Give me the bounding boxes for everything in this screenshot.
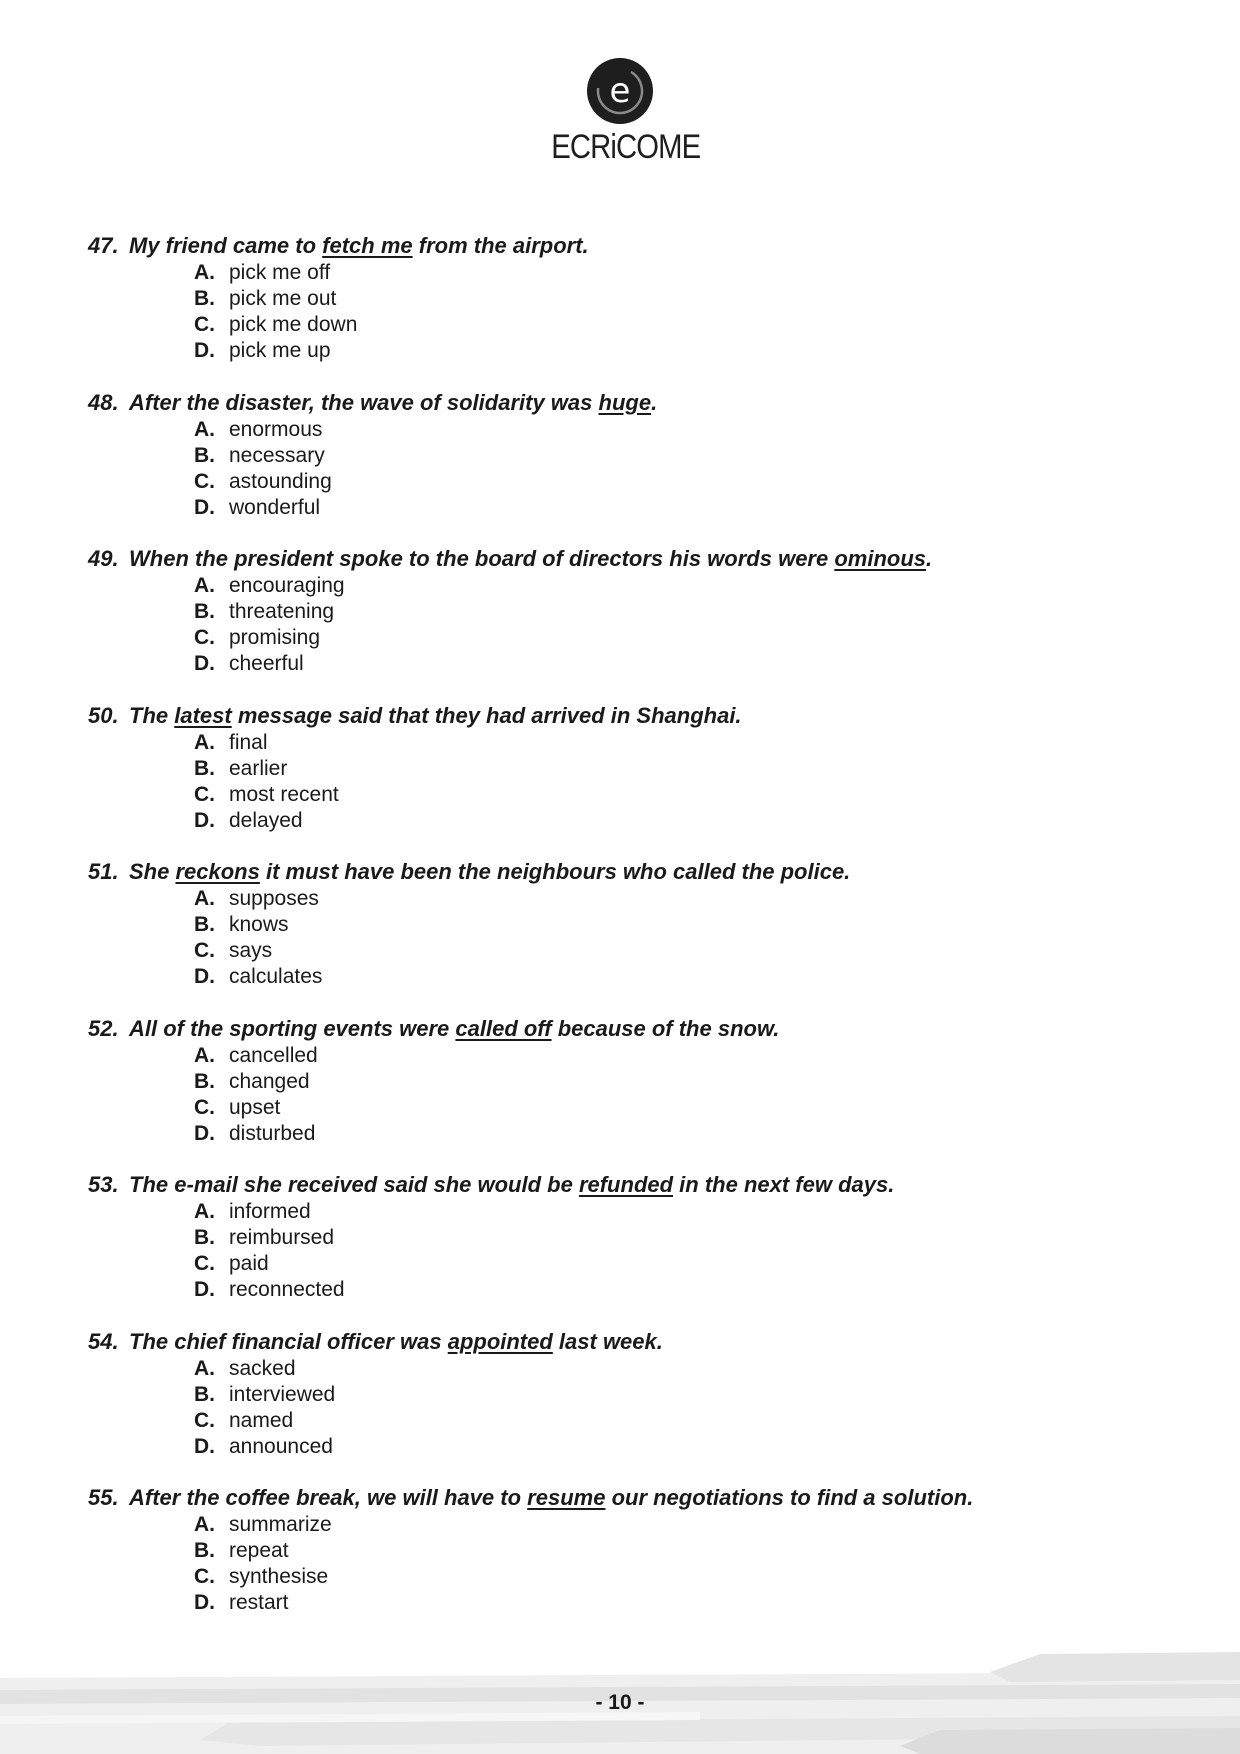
answer-options — [88, 1199, 1188, 1303]
question-text — [88, 1014, 1188, 1043]
answer-option — [194, 599, 1188, 625]
question-underlined-term: appointed — [447, 1328, 553, 1354]
option-text: wonderful — [229, 495, 321, 519]
question-underlined-term: latest — [174, 702, 232, 728]
answer-option — [194, 1199, 1188, 1225]
question-item — [88, 1170, 1188, 1327]
question-number: 48. — [88, 389, 119, 415]
question-text — [88, 1327, 1188, 1356]
option-text: earlier — [229, 756, 288, 780]
question-text-after: message said that they had arrived in Shanghai. — [231, 702, 742, 728]
answer-option — [194, 651, 1188, 677]
question-text-after: it must have been the neighbours who called the police. — [259, 859, 851, 884]
question-item — [88, 544, 1188, 701]
question-item — [88, 1327, 1188, 1484]
option-text: changed — [229, 1069, 310, 1093]
option-text: final — [229, 730, 268, 754]
question-text — [88, 1170, 1188, 1199]
answer-option — [194, 260, 1188, 286]
option-text: disturbed — [229, 1121, 316, 1145]
question-item — [88, 388, 1188, 545]
question-number: 50. — [88, 702, 119, 728]
answer-option — [194, 1225, 1188, 1251]
answer-option — [194, 469, 1188, 495]
option-text: cheerful — [229, 652, 304, 675]
option-letter: B. — [194, 756, 215, 780]
option-letter: C. — [194, 469, 215, 493]
option-letter: D. — [194, 808, 215, 832]
ecricome-logo — [540, 58, 700, 166]
option-letter: D. — [194, 1121, 215, 1145]
answer-option — [194, 938, 1188, 964]
question-underlined-term: huge — [598, 389, 652, 415]
option-letter: C. — [194, 1408, 215, 1432]
option-letter: D. — [194, 1591, 215, 1614]
answer-option — [194, 1408, 1188, 1434]
question-text-before: My friend came to — [129, 233, 323, 258]
option-text: restart — [229, 1591, 289, 1614]
question-item — [88, 857, 1188, 1014]
question-number: 47. — [88, 233, 119, 258]
question-text-before: When the president spoke to the board of directors his words were — [129, 546, 835, 571]
question-item — [88, 231, 1188, 388]
question-text — [88, 231, 1188, 260]
question-underlined-term: refunded — [578, 1172, 674, 1197]
question-text-before: All of the sporting events were — [129, 1015, 456, 1041]
answer-option — [194, 730, 1188, 756]
option-letter: B. — [194, 443, 215, 467]
option-letter: C. — [194, 626, 215, 649]
question-text-before: She — [129, 859, 176, 884]
answer-option — [194, 1251, 1188, 1277]
page-number: - 10 - — [595, 1691, 645, 1714]
option-text: repeat — [229, 1539, 289, 1562]
answer-option — [194, 1434, 1188, 1460]
answer-options — [88, 417, 1188, 521]
answer-option — [194, 782, 1188, 808]
option-letter: C. — [194, 1095, 215, 1119]
option-text: necessary — [229, 443, 325, 467]
option-text: knows — [229, 913, 289, 936]
question-underlined-term: fetch me — [322, 233, 413, 258]
answer-option — [194, 1069, 1188, 1095]
option-text: informed — [229, 1200, 311, 1223]
question-text — [88, 544, 1188, 573]
svg-text:e: e — [609, 71, 631, 111]
option-letter: A. — [194, 417, 215, 441]
answer-option — [194, 912, 1188, 938]
option-letter: B. — [194, 1226, 215, 1249]
option-text: delayed — [229, 808, 303, 832]
answer-option — [194, 625, 1188, 651]
option-letter: A. — [194, 887, 215, 910]
answer-option — [194, 808, 1188, 834]
option-text: threatening — [229, 600, 335, 623]
option-letter: A. — [194, 730, 215, 754]
option-text: encouraging — [229, 574, 345, 597]
option-letter: B. — [194, 1539, 215, 1562]
question-text — [88, 701, 1188, 730]
question-text-after: in the next few days. — [673, 1172, 895, 1197]
option-letter: B. — [194, 1382, 215, 1406]
answer-options — [88, 730, 1188, 834]
question-list — [88, 231, 1188, 1640]
question-text-after: last week. — [552, 1328, 663, 1354]
option-letter: D. — [194, 495, 215, 519]
question-number: 49. — [88, 546, 119, 571]
answer-option — [194, 443, 1188, 469]
answer-option — [194, 1095, 1188, 1121]
option-text: upset — [229, 1095, 281, 1119]
option-letter: C. — [194, 313, 215, 336]
option-letter: D. — [194, 652, 215, 675]
logo-wordmark: ECRiCOME — [551, 128, 701, 166]
question-text-after: our negotiations to find a solution. — [605, 1485, 974, 1510]
answer-options — [88, 1043, 1188, 1147]
option-letter: B. — [194, 913, 215, 936]
option-letter: D. — [194, 1434, 215, 1458]
option-letter: D. — [194, 339, 215, 362]
option-text: cancelled — [229, 1043, 318, 1067]
option-text: reimbursed — [229, 1226, 335, 1249]
option-letter: D. — [194, 965, 215, 988]
answer-option — [194, 1590, 1188, 1616]
option-text: pick me off — [229, 261, 331, 284]
question-underlined-term: resume — [527, 1485, 606, 1510]
question-text-before: After the coffee break, we will have to — [129, 1485, 528, 1510]
answer-options — [88, 573, 1188, 677]
answer-option — [194, 1121, 1188, 1147]
answer-options — [88, 260, 1188, 364]
option-text: calculates — [229, 965, 323, 988]
option-letter: D. — [194, 1278, 215, 1301]
question-text-after: from the airport. — [412, 233, 589, 258]
question-text-before: After the disaster, the wave of solidarity was — [129, 389, 599, 415]
option-text: summarize — [229, 1513, 332, 1536]
question-item — [88, 1014, 1188, 1171]
question-underlined-term: reckons — [175, 859, 260, 884]
question-text-before: The — [129, 702, 175, 728]
option-letter: B. — [194, 1069, 215, 1093]
option-text: paid — [229, 1252, 269, 1275]
answer-option — [194, 1564, 1188, 1590]
option-letter: A. — [194, 1356, 215, 1380]
answer-option — [194, 417, 1188, 443]
question-text — [88, 857, 1188, 886]
option-letter: C. — [194, 782, 215, 806]
answer-option — [194, 312, 1188, 338]
answer-option — [194, 1512, 1188, 1538]
option-text: supposes — [229, 887, 319, 910]
answer-options — [88, 886, 1188, 990]
answer-option — [194, 286, 1188, 312]
question-underlined-term: called off — [455, 1015, 552, 1041]
question-number: 51. — [88, 859, 119, 884]
question-text — [88, 1483, 1188, 1512]
option-letter: A. — [194, 261, 215, 284]
question-number: 53. — [88, 1172, 119, 1197]
option-text: promising — [229, 626, 321, 649]
question-text-after: . — [926, 546, 933, 571]
answer-option — [194, 756, 1188, 782]
answer-options — [88, 1356, 1188, 1460]
option-text: synthesise — [229, 1565, 329, 1588]
question-number: 55. — [88, 1485, 119, 1510]
answer-options — [88, 1512, 1188, 1616]
option-text: pick me up — [229, 339, 331, 362]
option-text: reconnected — [229, 1278, 345, 1301]
option-text: pick me down — [229, 313, 358, 336]
option-text: pick me out — [229, 287, 337, 310]
answer-option — [194, 1356, 1188, 1382]
option-letter: C. — [194, 939, 215, 962]
option-text: sacked — [229, 1356, 296, 1380]
option-letter: B. — [194, 600, 215, 623]
answer-option — [194, 886, 1188, 912]
option-letter: A. — [194, 1043, 215, 1067]
question-underlined-term: ominous — [834, 546, 927, 571]
question-text-before: The chief financial officer was — [129, 1328, 448, 1354]
answer-option — [194, 1277, 1188, 1303]
option-letter: A. — [194, 1513, 215, 1536]
ecricome-logo-mark — [587, 58, 653, 124]
question-text — [88, 388, 1188, 417]
option-text: interviewed — [229, 1382, 336, 1406]
answer-option — [194, 495, 1188, 521]
answer-option — [194, 338, 1188, 364]
question-number: 54. — [88, 1328, 119, 1354]
option-text: says — [229, 939, 273, 962]
answer-option — [194, 964, 1188, 990]
option-text: announced — [229, 1434, 333, 1458]
answer-option — [194, 1538, 1188, 1564]
question-text-before: The e-mail she received said she would be — [129, 1172, 579, 1197]
option-letter: A. — [194, 1200, 215, 1223]
option-letter: C. — [194, 1565, 215, 1588]
question-number: 52. — [88, 1015, 119, 1041]
answer-option — [194, 1043, 1188, 1069]
option-text: named — [229, 1408, 294, 1432]
option-letter: A. — [194, 574, 215, 597]
option-letter: B. — [194, 287, 215, 310]
question-text-after: . — [651, 389, 658, 415]
answer-option — [194, 1382, 1188, 1408]
option-text: most recent — [229, 782, 339, 806]
question-text-after: because of the snow. — [551, 1015, 780, 1041]
option-text: enormous — [229, 417, 323, 441]
option-letter: C. — [194, 1252, 215, 1275]
question-item — [88, 1483, 1188, 1640]
question-item — [88, 701, 1188, 858]
answer-option — [194, 573, 1188, 599]
option-text: astounding — [229, 469, 332, 493]
